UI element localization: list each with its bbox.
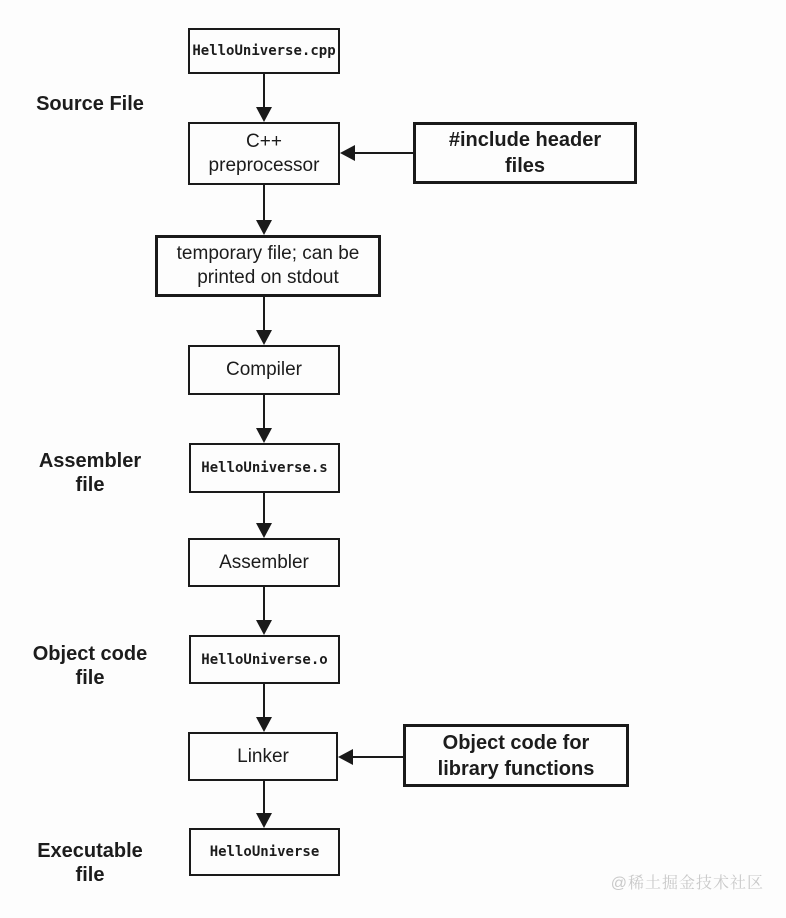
arrow-preprocessor-to-tempfile — [256, 185, 272, 235]
arrow-linker-to-executable — [256, 781, 272, 828]
node-temporary-file — [155, 235, 381, 297]
node-assembler — [188, 538, 340, 587]
node-object-file — [189, 635, 340, 684]
arrow-library-to-linker — [338, 749, 403, 765]
arrow-down-icon — [256, 330, 272, 345]
arrow-down-icon — [256, 813, 272, 828]
node-linker — [188, 732, 338, 781]
side-label-object-code-file-line1: Object code — [32, 643, 148, 665]
side-label-source-file-text: Source File — [36, 93, 144, 115]
node-include-headers — [413, 122, 637, 184]
node-object-file-label: HelloUniverse.o — [201, 651, 328, 668]
node-source-file-label: HelloUniverse.cpp — [192, 43, 336, 59]
arrow-down-icon — [256, 620, 272, 635]
arrow-left-icon — [338, 749, 353, 765]
side-label-object-code-file-line2: file — [75, 667, 105, 689]
node-temporary-file-line2: printed on stdout — [197, 267, 339, 288]
side-label-object-code-file — [20, 642, 160, 690]
node-source-file — [188, 28, 340, 74]
node-assembly-file — [189, 443, 340, 493]
arrow-stem — [355, 152, 413, 154]
side-label-assembler-file — [30, 449, 150, 497]
arrow-down-icon — [256, 428, 272, 443]
arrow-stem — [263, 587, 265, 620]
node-executable — [189, 828, 340, 876]
arrow-left-icon — [340, 145, 355, 161]
arrow-down-icon — [256, 523, 272, 538]
node-object-code-library-line2: library functions — [437, 757, 595, 780]
side-label-assembler-file-line2: file — [75, 474, 105, 496]
side-label-executable-file — [22, 839, 158, 887]
watermark-text: @稀土掘金技术社区 — [610, 875, 764, 892]
side-label-assembler-file-line1: Assembler — [38, 450, 142, 472]
node-cpp-preprocessor-line1: C++ — [246, 130, 282, 152]
arrow-stem — [353, 756, 403, 758]
side-label-executable-file-line2: file — [75, 864, 105, 886]
node-compiler-label: Compiler — [225, 359, 303, 380]
arrow-stem — [263, 684, 265, 717]
arrow-assembler-to-objectfile — [256, 587, 272, 635]
node-object-code-library-line1: Object code for — [442, 731, 590, 754]
node-object-code-library — [403, 724, 629, 787]
arrow-assemblyfile-to-assembler — [256, 493, 272, 538]
side-label-source-file — [28, 92, 152, 116]
arrow-tempfile-to-compiler — [256, 297, 272, 345]
arrow-down-icon — [256, 107, 272, 122]
arrow-stem — [263, 493, 265, 523]
arrow-compiler-to-assemblyfile — [256, 395, 272, 443]
node-linker-label: Linker — [237, 745, 289, 767]
arrow-source-to-preprocessor — [256, 74, 272, 122]
arrow-stem — [263, 74, 265, 107]
node-cpp-preprocessor — [188, 122, 340, 185]
arrow-stem — [263, 781, 265, 813]
arrow-down-icon — [256, 220, 272, 235]
arrow-stem — [263, 297, 265, 330]
node-compiler — [188, 345, 340, 395]
node-cpp-preprocessor-line2: preprocessor — [208, 154, 320, 176]
arrow-down-icon — [256, 717, 272, 732]
node-executable-label: HelloUniverse — [209, 844, 320, 860]
node-include-headers-line1: #include header — [448, 129, 602, 151]
side-label-executable-file-line1: Executable — [37, 840, 143, 862]
arrow-stem — [263, 185, 265, 220]
node-temporary-file-line1: temporary file; can be — [176, 243, 360, 264]
node-assembler-label: Assembler — [219, 551, 309, 573]
arrow-stem — [263, 395, 265, 428]
arrow-objectfile-to-linker — [256, 684, 272, 732]
node-assembly-file-label: HelloUniverse.s — [201, 460, 328, 476]
arrow-headers-to-preprocessor — [340, 145, 413, 161]
node-include-headers-line2: files — [504, 155, 546, 177]
